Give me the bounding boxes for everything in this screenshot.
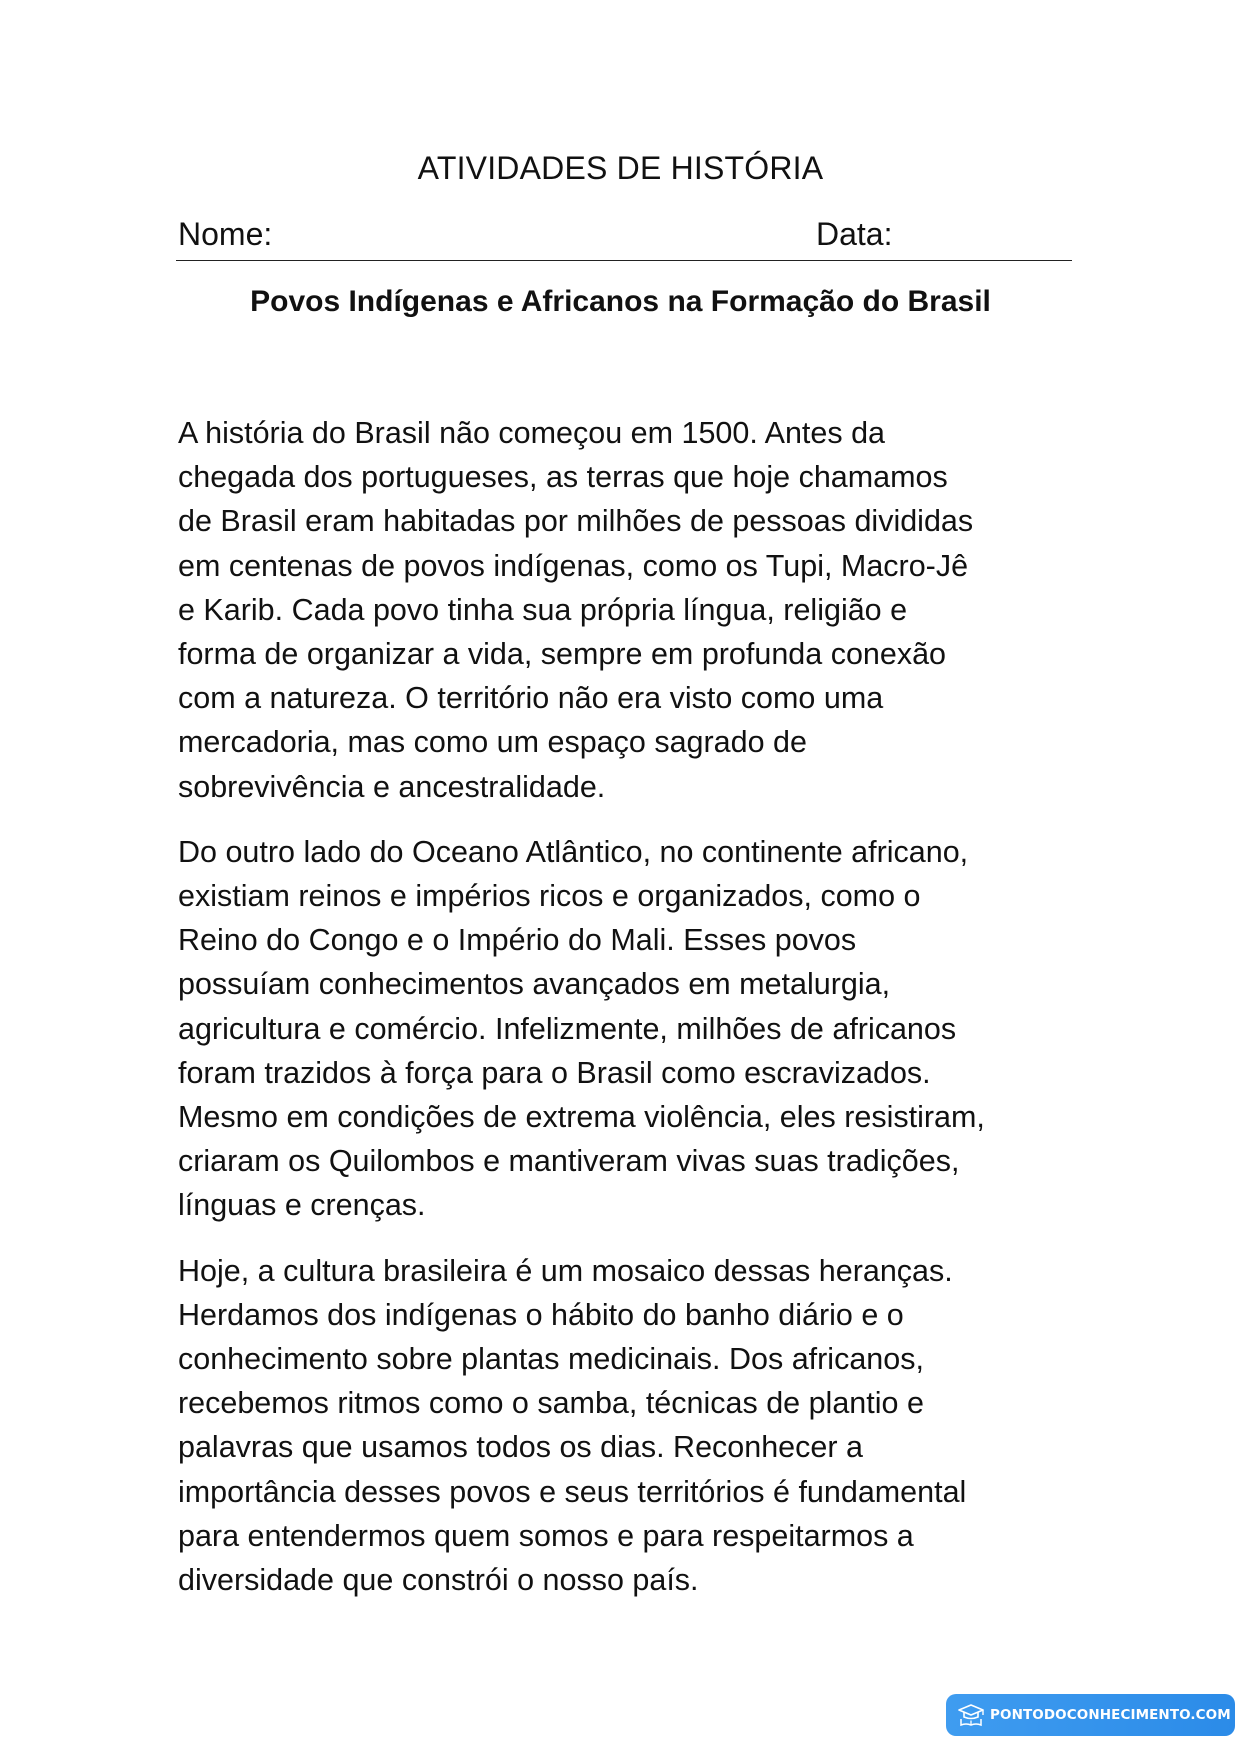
text-line: palavras que usamos todos os dias. Reconhecer a — [178, 1430, 863, 1465]
text-line: possuíam conhecimentos avançados em metalurgia, — [178, 967, 891, 1002]
text-line: criaram os Quilombos e mantiveram vivas suas tradições, — [178, 1144, 960, 1179]
graduation-cap-book-icon — [958, 1703, 984, 1727]
text-line: foram trazidos à força para o Brasil como escravizados. — [178, 1055, 931, 1090]
text-line: sobrevivência e ancestralidade. — [178, 769, 606, 804]
paragraph-heritage — [178, 1249, 1068, 1603]
site-badge[interactable] — [946, 1694, 1235, 1736]
paragraph-indigenous — [178, 411, 1068, 809]
text-line: A história do Brasil não começou em 1500. Antes da — [178, 416, 886, 450]
text-line: Mesmo em condições de extrema violência, eles resistiram, — [178, 1100, 985, 1135]
date-label: Data: — [816, 216, 893, 252]
text-line: conhecimento sobre plantas medicinais. Dos africanos, — [178, 1342, 924, 1377]
body-text — [178, 411, 1068, 1623]
text-line: existiam reinos e impérios ricos e organizados, como o — [178, 879, 921, 914]
text-line: importância desses povos e seus territórios é fundamental — [178, 1474, 967, 1509]
name-date-row — [176, 214, 1072, 261]
text-line: forma de organizar a vida, sempre em profunda conexão — [178, 637, 947, 672]
text-line: de Brasil eram habitadas por milhões de pessoas divididas — [178, 504, 974, 539]
document-heading: Povos Indígenas e Africanos na Formação do Brasil — [250, 285, 991, 318]
page-title: ATIVIDADES DE HISTÓRIA — [417, 150, 824, 186]
text-line: recebemos ritmos como o samba, técnicas de plantio e — [178, 1386, 924, 1421]
text-line: e Karib. Cada povo tinha sua própria língua, religião e — [178, 592, 908, 627]
paragraph-african — [178, 830, 1068, 1228]
text-line: com a natureza. O território não era visto como uma — [178, 681, 884, 716]
text-line: Reino do Congo e o Império do Mali. Esses povos — [178, 923, 857, 958]
text-line: Hoje, a cultura brasileira é um mosaico dessas heranças. — [178, 1253, 953, 1288]
site-badge-label: PONTODOCONHECIMENTO.COM — [990, 1707, 1231, 1723]
text-line: em centenas de povos indígenas, como os Tupi, Macro-Jê — [178, 548, 969, 583]
text-line: Herdamos dos indígenas o hábito do banho diário e o — [178, 1297, 904, 1332]
text-line: chegada dos portugueses, as terras que hoje chamamos — [178, 460, 948, 495]
text-line: mercadoria, mas como um espaço sagrado de — [178, 725, 807, 760]
text-line: para entendermos quem somos e para respeitarmos a — [178, 1518, 914, 1553]
text-line: agricultura e comércio. Infelizmente, milhões de africanos — [178, 1011, 957, 1046]
text-line: diversidade que constrói o nosso país. — [178, 1563, 699, 1598]
name-label: Nome: — [178, 216, 273, 252]
text-line: Do outro lado do Oceano Atlântico, no continente africano, — [178, 834, 969, 869]
text-line: línguas e crenças. — [178, 1188, 426, 1223]
